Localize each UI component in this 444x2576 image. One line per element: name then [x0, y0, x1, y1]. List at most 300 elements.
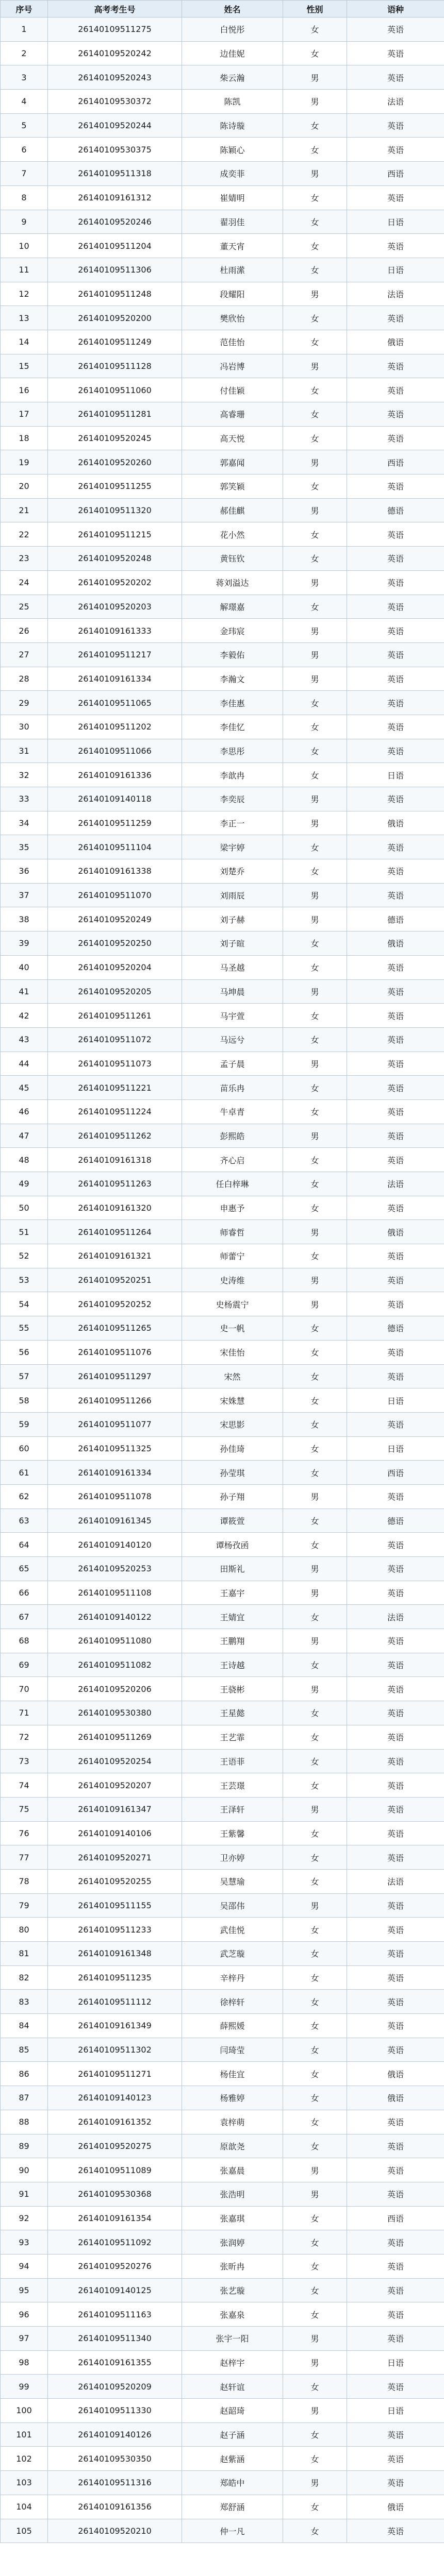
- cell-gender: 男: [283, 979, 347, 1004]
- table-row: [1, 1725, 444, 1749]
- cell-exam-id: 26140109520250: [48, 931, 182, 956]
- cell-name: 李思彤: [182, 739, 283, 763]
- cell-exam-id: 26140109511077: [48, 1412, 182, 1436]
- cell-seq: 65: [1, 1557, 48, 1581]
- cell-language: 英语: [347, 619, 444, 643]
- header-seq: 序号: [1, 1, 48, 18]
- cell-name: 张宇一阳: [182, 2327, 283, 2351]
- cell-language: 日语: [347, 1388, 444, 1413]
- table-row: [1, 2134, 444, 2158]
- table-row: [1, 378, 444, 402]
- cell-language: 英语: [347, 1893, 444, 1918]
- cell-language: 英语: [347, 1268, 444, 1292]
- cell-name: 樊欣怡: [182, 306, 283, 330]
- cell-seq: 29: [1, 691, 48, 715]
- cell-seq: 11: [1, 258, 48, 282]
- table-row: [1, 1292, 444, 1316]
- cell-exam-id: 26140109511330: [48, 2399, 182, 2423]
- table-row: [1, 811, 444, 835]
- cell-language: 英语: [347, 1244, 444, 1268]
- table-row: [1, 763, 444, 787]
- table-row: [1, 883, 444, 907]
- table-row: [1, 1581, 444, 1605]
- cell-language: 法语: [347, 1172, 444, 1196]
- cell-name: 仲一凡: [182, 2519, 283, 2543]
- cell-exam-id: 26140109520206: [48, 1677, 182, 1701]
- cell-language: 英语: [347, 955, 444, 979]
- cell-gender: 女: [283, 378, 347, 402]
- cell-name: 李奕辰: [182, 787, 283, 811]
- cell-gender: 女: [283, 2495, 347, 2519]
- cell-name: 解璟嘉: [182, 595, 283, 619]
- cell-language: 英语: [347, 2422, 444, 2447]
- cell-name: 袁梓萌: [182, 2110, 283, 2134]
- cell-exam-id: 26140109520276: [48, 2254, 182, 2278]
- cell-gender: 女: [283, 1172, 347, 1196]
- cell-name: 陈凯: [182, 90, 283, 114]
- cell-gender: 女: [283, 522, 347, 547]
- cell-name: 马远兮: [182, 1027, 283, 1052]
- table-row: [1, 1869, 444, 1893]
- cell-exam-id: 26140109511248: [48, 282, 182, 306]
- cell-language: 西语: [347, 162, 444, 186]
- cell-seq: 37: [1, 883, 48, 907]
- cell-name: 申惠予: [182, 1196, 283, 1220]
- cell-language: 英语: [347, 1653, 444, 1677]
- cell-gender: 女: [283, 2062, 347, 2086]
- cell-name: 王骁彬: [182, 1677, 283, 1701]
- header-language: 语种: [347, 1, 444, 18]
- cell-seq: 18: [1, 426, 48, 450]
- cell-exam-id: 26140109511065: [48, 691, 182, 715]
- cell-language: 英语: [347, 1148, 444, 1172]
- cell-gender: 男: [283, 883, 347, 907]
- cell-gender: 女: [283, 691, 347, 715]
- cell-gender: 女: [283, 1725, 347, 1749]
- cell-seq: 46: [1, 1099, 48, 1124]
- table-row: [1, 1484, 444, 1509]
- table-row: [1, 1316, 444, 1341]
- cell-seq: 103: [1, 2471, 48, 2495]
- cell-name: 董天宵: [182, 234, 283, 258]
- cell-exam-id: 26140109161348: [48, 1942, 182, 1966]
- table-row: [1, 402, 444, 427]
- cell-seq: 64: [1, 1533, 48, 1557]
- cell-gender: 女: [283, 859, 347, 884]
- cell-seq: 60: [1, 1436, 48, 1461]
- table-row: [1, 1821, 444, 1845]
- cell-language: 俄语: [347, 2495, 444, 2519]
- cell-exam-id: 26140109511235: [48, 1965, 182, 1990]
- cell-exam-id: 26140109520202: [48, 570, 182, 595]
- cell-language: 英语: [347, 1797, 444, 1821]
- cell-seq: 91: [1, 2182, 48, 2206]
- table-row: [1, 113, 444, 138]
- table-row: [1, 354, 444, 378]
- cell-language: 日语: [347, 763, 444, 787]
- cell-gender: 男: [283, 162, 347, 186]
- table-row: [1, 2375, 444, 2399]
- cell-seq: 42: [1, 1004, 48, 1028]
- cell-seq: 98: [1, 2350, 48, 2375]
- cell-seq: 20: [1, 474, 48, 499]
- cell-gender: 男: [283, 1124, 347, 1148]
- cell-seq: 99: [1, 2375, 48, 2399]
- cell-exam-id: 26140109161312: [48, 185, 182, 210]
- cell-seq: 25: [1, 595, 48, 619]
- cell-gender: 女: [283, 2278, 347, 2302]
- cell-seq: 102: [1, 2447, 48, 2471]
- cell-exam-id: 26140109530375: [48, 138, 182, 162]
- cell-name: 刘子赫: [182, 907, 283, 931]
- cell-gender: 男: [283, 282, 347, 306]
- cell-gender: 女: [283, 955, 347, 979]
- cell-language: 英语: [347, 1340, 444, 1364]
- cell-exam-id: 26140109161356: [48, 2495, 182, 2519]
- table-row: [1, 2038, 444, 2062]
- cell-name: 范佳怡: [182, 330, 283, 354]
- cell-gender: 女: [283, 1412, 347, 1436]
- cell-seq: 62: [1, 1484, 48, 1509]
- cell-seq: 75: [1, 1797, 48, 1821]
- cell-gender: 女: [283, 1653, 347, 1677]
- cell-language: 德语: [347, 1509, 444, 1533]
- table-row: [1, 18, 444, 42]
- cell-name: 宋佳怡: [182, 1340, 283, 1364]
- cell-gender: 女: [283, 185, 347, 210]
- cell-language: 英语: [347, 570, 444, 595]
- cell-seq: 5: [1, 113, 48, 138]
- cell-language: 英语: [347, 185, 444, 210]
- cell-exam-id: 26140109511259: [48, 811, 182, 835]
- table-row: [1, 1797, 444, 1821]
- cell-seq: 33: [1, 787, 48, 811]
- cell-name: 王语菲: [182, 1749, 283, 1773]
- table-row: [1, 1677, 444, 1701]
- cell-exam-id: 26140109520254: [48, 1749, 182, 1773]
- cell-exam-id: 26140109161338: [48, 859, 182, 884]
- cell-seq: 26: [1, 619, 48, 643]
- table-row: [1, 2110, 444, 2134]
- cell-gender: 男: [283, 2399, 347, 2423]
- cell-gender: 女: [283, 1340, 347, 1364]
- cell-name: 孙子翔: [182, 1484, 283, 1509]
- table-row: [1, 667, 444, 691]
- cell-name: 王鹏翔: [182, 1629, 283, 1653]
- cell-seq: 47: [1, 1124, 48, 1148]
- cell-seq: 10: [1, 234, 48, 258]
- cell-language: 英语: [347, 835, 444, 859]
- cell-language: 俄语: [347, 811, 444, 835]
- cell-gender: 女: [283, 1004, 347, 1028]
- cell-exam-id: 26140109520200: [48, 306, 182, 330]
- cell-seq: 6: [1, 138, 48, 162]
- cell-name: 王泽轩: [182, 1797, 283, 1821]
- table-row: [1, 2327, 444, 2351]
- cell-name: 花小然: [182, 522, 283, 547]
- cell-exam-id: 26140109530372: [48, 90, 182, 114]
- cell-language: 英语: [347, 1196, 444, 1220]
- cell-exam-id: 26140109520249: [48, 907, 182, 931]
- cell-language: 英语: [347, 1052, 444, 1076]
- cell-exam-id: 26140109511269: [48, 1725, 182, 1749]
- cell-language: 英语: [347, 426, 444, 450]
- cell-seq: 67: [1, 1605, 48, 1629]
- cell-name: 赵轩谊: [182, 2375, 283, 2399]
- cell-name: 师睿哲: [182, 1220, 283, 1244]
- cell-language: 英语: [347, 2230, 444, 2255]
- cell-gender: 男: [283, 642, 347, 667]
- cell-language: 英语: [347, 2110, 444, 2134]
- cell-seq: 72: [1, 1725, 48, 1749]
- table-row: [1, 1220, 444, 1244]
- cell-language: 英语: [347, 2038, 444, 2062]
- cell-gender: 女: [283, 739, 347, 763]
- table-row: [1, 306, 444, 330]
- cell-gender: 男: [283, 667, 347, 691]
- cell-name: 宋思影: [182, 1412, 283, 1436]
- cell-language: 英语: [347, 642, 444, 667]
- cell-exam-id: 26140109511082: [48, 1653, 182, 1677]
- cell-gender: 男: [283, 1268, 347, 1292]
- table-row: [1, 2278, 444, 2302]
- cell-gender: 女: [283, 2014, 347, 2038]
- cell-exam-id: 26140109511080: [48, 1629, 182, 1653]
- cell-name: 谭筱萱: [182, 1509, 283, 1533]
- table-row: [1, 1124, 444, 1148]
- cell-gender: 女: [283, 113, 347, 138]
- cell-name: 王紫馨: [182, 1821, 283, 1845]
- cell-gender: 女: [283, 1509, 347, 1533]
- cell-name: 柴云瀚: [182, 65, 283, 90]
- cell-exam-id: 26140109511306: [48, 258, 182, 282]
- table-row: [1, 1388, 444, 1413]
- table-row: [1, 1533, 444, 1557]
- cell-exam-id: 26140109511263: [48, 1172, 182, 1196]
- cell-seq: 80: [1, 1918, 48, 1942]
- cell-name: 卫亦婷: [182, 1845, 283, 1870]
- cell-gender: 女: [283, 210, 347, 234]
- cell-exam-id: 26140109511255: [48, 474, 182, 499]
- cell-exam-id: 26140109511104: [48, 835, 182, 859]
- cell-seq: 30: [1, 715, 48, 739]
- header-name: 姓名: [182, 1, 283, 18]
- cell-exam-id: 26140109161345: [48, 1509, 182, 1533]
- cell-name: 史杨震宁: [182, 1292, 283, 1316]
- cell-name: 张艺璇: [182, 2278, 283, 2302]
- cell-name: 赵子涵: [182, 2422, 283, 2447]
- cell-gender: 女: [283, 2519, 347, 2543]
- cell-seq: 50: [1, 1196, 48, 1220]
- cell-name: 成奕菲: [182, 162, 283, 186]
- cell-exam-id: 26140109511070: [48, 883, 182, 907]
- cell-name: 张嘉琪: [182, 2206, 283, 2230]
- cell-exam-id: 26140109511221: [48, 1076, 182, 1100]
- table-row: [1, 715, 444, 739]
- cell-seq: 93: [1, 2230, 48, 2255]
- cell-exam-id: 26140109161334: [48, 667, 182, 691]
- cell-gender: 女: [283, 1942, 347, 1966]
- cell-gender: 女: [283, 1244, 347, 1268]
- cell-exam-id: 26140109161352: [48, 2110, 182, 2134]
- cell-name: 史一帆: [182, 1316, 283, 1341]
- cell-language: 日语: [347, 2399, 444, 2423]
- table-row: [1, 1557, 444, 1581]
- table-row: [1, 2471, 444, 2495]
- table-row: [1, 90, 444, 114]
- cell-language: 法语: [347, 1605, 444, 1629]
- table-row: [1, 498, 444, 522]
- cell-gender: 女: [283, 1388, 347, 1413]
- table-row: [1, 2422, 444, 2447]
- cell-seq: 85: [1, 2038, 48, 2062]
- cell-exam-id: 26140109511217: [48, 642, 182, 667]
- cell-exam-id: 26140109511092: [48, 2230, 182, 2255]
- cell-name: 张嘉晨: [182, 2158, 283, 2182]
- cell-name: 徐梓轩: [182, 1990, 283, 2014]
- cell-exam-id: 26140109161336: [48, 763, 182, 787]
- cell-exam-id: 26140109511073: [48, 1052, 182, 1076]
- cell-language: 英语: [347, 1965, 444, 1990]
- cell-name: 孟子晨: [182, 1052, 283, 1076]
- cell-seq: 101: [1, 2422, 48, 2447]
- cell-language: 英语: [347, 1942, 444, 1966]
- cell-seq: 95: [1, 2278, 48, 2302]
- cell-name: 王诗越: [182, 1653, 283, 1677]
- cell-gender: 女: [283, 41, 347, 65]
- table-row: [1, 330, 444, 354]
- table-row: [1, 2519, 444, 2543]
- cell-exam-id: 26140109520260: [48, 450, 182, 474]
- table-row: [1, 595, 444, 619]
- cell-exam-id: 26140109511078: [48, 1484, 182, 1509]
- cell-seq: 81: [1, 1942, 48, 1966]
- table-row: [1, 739, 444, 763]
- cell-exam-id: 26140109520248: [48, 547, 182, 571]
- cell-seq: 69: [1, 1653, 48, 1677]
- cell-seq: 49: [1, 1172, 48, 1196]
- cell-exam-id: 26140109511262: [48, 1124, 182, 1148]
- cell-gender: 男: [283, 1220, 347, 1244]
- cell-gender: 女: [283, 835, 347, 859]
- cell-language: 西语: [347, 2206, 444, 2230]
- cell-language: 英语: [347, 859, 444, 884]
- cell-language: 英语: [347, 2302, 444, 2327]
- cell-language: 英语: [347, 1484, 444, 1509]
- cell-name: 刘子暄: [182, 931, 283, 956]
- cell-exam-id: 26140109161349: [48, 2014, 182, 2038]
- cell-exam-id: 26140109161354: [48, 2206, 182, 2230]
- cell-name: 闫琦莹: [182, 2038, 283, 2062]
- cell-name: 武佳悦: [182, 1918, 283, 1942]
- cell-name: 张浩明: [182, 2182, 283, 2206]
- cell-name: 王婧宜: [182, 1605, 283, 1629]
- cell-seq: 87: [1, 2086, 48, 2110]
- cell-name: 刘楚乔: [182, 859, 283, 884]
- cell-gender: 女: [283, 1965, 347, 1990]
- cell-exam-id: 26140109161321: [48, 1244, 182, 1268]
- cell-name: 师蕾宁: [182, 1244, 283, 1268]
- cell-language: 英语: [347, 1292, 444, 1316]
- cell-gender: 女: [283, 1436, 347, 1461]
- cell-name: 杨佳宜: [182, 2062, 283, 2086]
- cell-language: 英语: [347, 1821, 444, 1845]
- cell-language: 英语: [347, 1773, 444, 1798]
- cell-exam-id: 26140109520205: [48, 979, 182, 1004]
- cell-gender: 男: [283, 2327, 347, 2351]
- table-row: [1, 1965, 444, 1990]
- cell-exam-id: 26140109511112: [48, 1990, 182, 2014]
- cell-gender: 男: [283, 2471, 347, 2495]
- table-row: [1, 1461, 444, 1485]
- cell-gender: 女: [283, 1533, 347, 1557]
- table-row: [1, 979, 444, 1004]
- cell-gender: 女: [283, 2302, 347, 2327]
- cell-seq: 77: [1, 1845, 48, 1870]
- cell-name: 吴邵伟: [182, 1893, 283, 1918]
- cell-gender: 女: [283, 1918, 347, 1942]
- cell-name: 牛卓青: [182, 1099, 283, 1124]
- cell-language: 英语: [347, 18, 444, 42]
- cell-language: 英语: [347, 2254, 444, 2278]
- cell-language: 英语: [347, 138, 444, 162]
- cell-seq: 45: [1, 1076, 48, 1100]
- cell-seq: 28: [1, 667, 48, 691]
- cell-name: 李佳忆: [182, 715, 283, 739]
- cell-language: 英语: [347, 2134, 444, 2158]
- cell-seq: 94: [1, 2254, 48, 2278]
- cell-seq: 17: [1, 402, 48, 427]
- table-row: [1, 547, 444, 571]
- cell-gender: 女: [283, 1773, 347, 1798]
- table-row: [1, 2350, 444, 2375]
- cell-exam-id: 26140109511202: [48, 715, 182, 739]
- cell-exam-id: 26140109511066: [48, 739, 182, 763]
- cell-language: 英语: [347, 1581, 444, 1605]
- cell-name: 郝佳麒: [182, 498, 283, 522]
- table-row: [1, 41, 444, 65]
- cell-seq: 59: [1, 1412, 48, 1436]
- cell-name: 翟羽佳: [182, 210, 283, 234]
- cell-seq: 51: [1, 1220, 48, 1244]
- cell-exam-id: 26140109511340: [48, 2327, 182, 2351]
- cell-language: 英语: [347, 2278, 444, 2302]
- cell-seq: 78: [1, 1869, 48, 1893]
- cell-name: 彭熙皓: [182, 1124, 283, 1148]
- cell-language: 英语: [347, 306, 444, 330]
- cell-exam-id: 26140109161318: [48, 1148, 182, 1172]
- cell-gender: 女: [283, 2110, 347, 2134]
- table-row: [1, 835, 444, 859]
- table-row: [1, 1099, 444, 1124]
- cell-gender: 女: [283, 2375, 347, 2399]
- table-row: [1, 1340, 444, 1364]
- cell-gender: 男: [283, 1797, 347, 1821]
- cell-language: 英语: [347, 1701, 444, 1725]
- cell-seq: 40: [1, 955, 48, 979]
- table-row: [1, 2495, 444, 2519]
- cell-gender: 女: [283, 1869, 347, 1893]
- cell-seq: 41: [1, 979, 48, 1004]
- cell-exam-id: 26140109511108: [48, 1581, 182, 1605]
- cell-gender: 女: [283, 2254, 347, 2278]
- cell-exam-id: 26140109511128: [48, 354, 182, 378]
- cell-name: 王嘉宇: [182, 1581, 283, 1605]
- cell-language: 英语: [347, 667, 444, 691]
- table-row: [1, 185, 444, 210]
- cell-seq: 97: [1, 2327, 48, 2351]
- cell-language: 英语: [347, 1412, 444, 1436]
